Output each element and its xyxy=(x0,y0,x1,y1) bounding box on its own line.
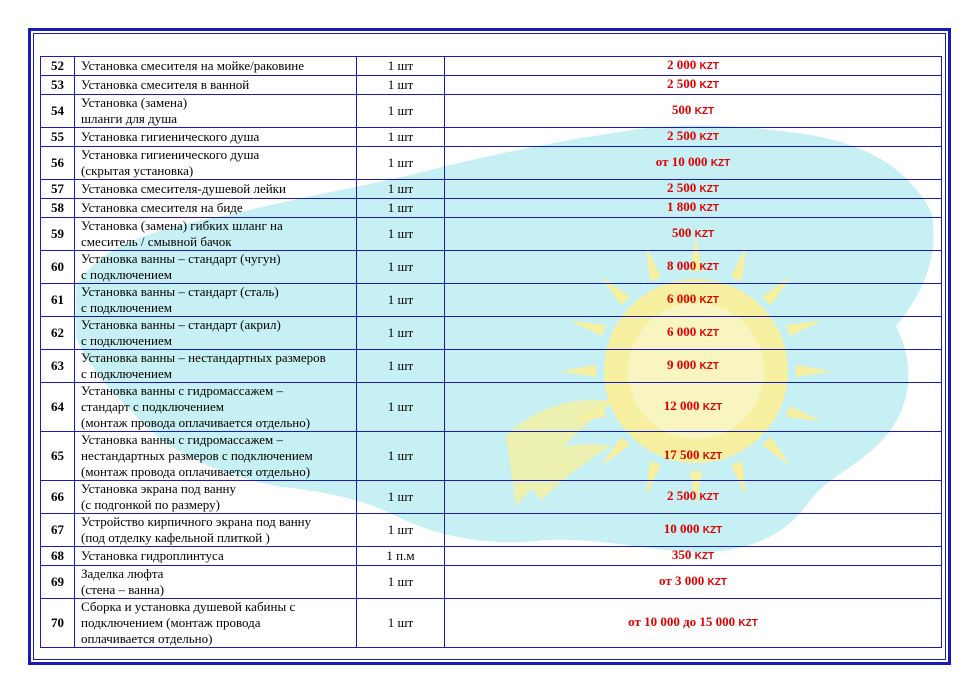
service-description xyxy=(75,350,357,383)
row-number: 55 xyxy=(41,128,75,147)
service-description xyxy=(75,547,357,566)
unit: 1 шт xyxy=(357,350,445,383)
price xyxy=(445,481,942,514)
price xyxy=(445,95,942,128)
service-line: Установка (замена) xyxy=(81,95,188,110)
price-value: 500 xyxy=(671,225,692,240)
unit: 1 шт xyxy=(357,317,445,350)
service-line: (монтаж провода оплачивается отдельно) xyxy=(81,415,311,430)
row-number: 61 xyxy=(41,284,75,317)
currency-label: KZT xyxy=(699,328,719,339)
service-line: Установка ванны – стандарт (чугун) xyxy=(81,251,281,266)
service-description xyxy=(75,180,357,199)
service-line: (монтаж провода оплачивается отдельно) xyxy=(81,464,311,479)
service-description xyxy=(75,383,357,432)
service-line: смеситель / смывной бачок xyxy=(81,234,232,249)
service-line: нестандартных размеров с подключением xyxy=(81,448,313,463)
unit: 1 шт xyxy=(357,128,445,147)
service-description xyxy=(75,76,357,95)
row-number: 67 xyxy=(41,514,75,547)
currency-label: KZT xyxy=(707,577,727,588)
row-number: 58 xyxy=(41,199,75,218)
unit: 1 шт xyxy=(357,599,445,648)
row-number: 65 xyxy=(41,432,75,481)
row-number: 68 xyxy=(41,547,75,566)
service-description xyxy=(75,199,357,218)
service-description xyxy=(75,481,357,514)
currency-label: KZT xyxy=(699,203,719,214)
currency-label: KZT xyxy=(699,132,719,143)
table-row xyxy=(41,383,942,432)
price xyxy=(445,218,942,251)
service-line: с подключением xyxy=(81,267,172,282)
service-line: Установка смесителя на мойке/раковине xyxy=(81,58,305,73)
price-value: 2 500 xyxy=(667,128,697,143)
price xyxy=(445,251,942,284)
table-row xyxy=(41,199,942,218)
price xyxy=(445,180,942,199)
table-row xyxy=(41,599,942,648)
price xyxy=(445,514,942,547)
currency-label: KZT xyxy=(738,618,758,629)
currency-label: KZT xyxy=(699,295,719,306)
row-number: 53 xyxy=(41,76,75,95)
unit: 1 шт xyxy=(357,218,445,251)
price-value: 2 500 xyxy=(667,76,697,91)
price-value: 500 xyxy=(671,102,692,117)
unit: 1 шт xyxy=(357,251,445,284)
price-value: 1 800 xyxy=(667,199,697,214)
unit: 1 шт xyxy=(357,76,445,95)
row-number: 56 xyxy=(41,147,75,180)
table-row xyxy=(41,350,942,383)
price xyxy=(445,76,942,95)
row-number: 57 xyxy=(41,180,75,199)
price xyxy=(445,57,942,76)
service-line: Установка смесителя на биде xyxy=(81,200,243,215)
price xyxy=(445,432,942,481)
service-line: Установка ванны – нестандартных размеров xyxy=(81,350,326,365)
price-value: 8 000 xyxy=(667,258,697,273)
price-value: от 10 000 xyxy=(655,154,708,169)
currency-label: KZT xyxy=(710,158,731,169)
unit: 1 п.м xyxy=(357,547,445,566)
service-line: Установка смесителя в ванной xyxy=(81,77,250,92)
currency-label: KZT xyxy=(694,106,715,117)
service-description xyxy=(75,251,357,284)
table-row xyxy=(41,481,942,514)
table-row xyxy=(41,147,942,180)
currency-label: KZT xyxy=(702,451,723,462)
service-line: с подключением xyxy=(81,333,172,348)
service-line: Установка ванны – стандарт (акрил) xyxy=(81,317,281,332)
table-row xyxy=(41,547,942,566)
unit: 1 шт xyxy=(357,284,445,317)
service-line: Установка экрана под ванну xyxy=(81,481,236,496)
currency-label: KZT xyxy=(699,361,719,372)
table-row xyxy=(41,57,942,76)
row-number: 70 xyxy=(41,599,75,648)
unit: 1 шт xyxy=(357,566,445,599)
price-value: от 10 000 до 15 000 xyxy=(628,614,736,629)
service-line: Установка смесителя-душевой лейки xyxy=(81,181,286,196)
price xyxy=(445,284,942,317)
service-line: (стена – ванна) xyxy=(81,582,165,597)
service-line: (с подгонкой по размеру) xyxy=(81,497,220,512)
service-description xyxy=(75,566,357,599)
price-value: 350 xyxy=(671,547,692,562)
table-row xyxy=(41,180,942,199)
service-line: Заделка люфта xyxy=(81,566,164,581)
row-number: 54 xyxy=(41,95,75,128)
currency-label: KZT xyxy=(699,184,719,195)
table-row xyxy=(41,251,942,284)
currency-label: KZT xyxy=(702,402,723,413)
row-number: 69 xyxy=(41,566,75,599)
unit: 1 шт xyxy=(357,180,445,199)
price-value: 6 000 xyxy=(667,324,697,339)
service-description xyxy=(75,599,357,648)
service-line: шланги для душа xyxy=(81,111,177,126)
price-value: 9 000 xyxy=(667,357,697,372)
service-description xyxy=(75,147,357,180)
row-number: 59 xyxy=(41,218,75,251)
unit: 1 шт xyxy=(357,147,445,180)
service-line: Установка гигиенического душа xyxy=(81,129,260,144)
unit: 1 шт xyxy=(357,432,445,481)
table-row xyxy=(41,514,942,547)
row-number: 52 xyxy=(41,57,75,76)
price xyxy=(445,128,942,147)
service-line: оплачивается отдельно) xyxy=(81,631,213,646)
currency-label: KZT xyxy=(699,262,719,273)
row-number: 62 xyxy=(41,317,75,350)
currency-label: KZT xyxy=(694,229,715,240)
service-line: (под отделку кафельной плиткой ) xyxy=(81,530,270,545)
table-row xyxy=(41,566,942,599)
price xyxy=(445,547,942,566)
service-line: стандарт с подключением xyxy=(81,399,224,414)
unit: 1 шт xyxy=(357,514,445,547)
price-value: 2 000 xyxy=(667,57,697,72)
service-description xyxy=(75,284,357,317)
service-line: Установка гигиенического душа xyxy=(81,147,260,162)
unit: 1 шт xyxy=(357,95,445,128)
price xyxy=(445,599,942,648)
price-value: 6 000 xyxy=(667,291,697,306)
service-description xyxy=(75,432,357,481)
price xyxy=(445,566,942,599)
currency-label: KZT xyxy=(699,61,719,72)
service-line: Установка ванны с гидромассажем – xyxy=(81,432,284,447)
service-line: Установка гидроплинтуса xyxy=(81,548,224,563)
table-row xyxy=(41,76,942,95)
service-description xyxy=(75,95,357,128)
currency-label: KZT xyxy=(694,551,715,562)
price-value: 2 500 xyxy=(667,488,697,503)
unit: 1 шт xyxy=(357,199,445,218)
currency-label: KZT xyxy=(702,525,723,536)
row-number: 66 xyxy=(41,481,75,514)
service-line: с подключением xyxy=(81,366,172,381)
unit: 1 шт xyxy=(357,57,445,76)
price-value: 17 500 xyxy=(663,447,700,462)
unit: 1 шт xyxy=(357,481,445,514)
table-row xyxy=(41,95,942,128)
service-description xyxy=(75,317,357,350)
currency-label: KZT xyxy=(699,80,719,91)
table-row xyxy=(41,218,942,251)
price xyxy=(445,383,942,432)
table-row xyxy=(41,284,942,317)
row-number: 63 xyxy=(41,350,75,383)
service-line: подключением (монтаж провода xyxy=(81,615,261,630)
price-value: 2 500 xyxy=(667,180,697,195)
service-description xyxy=(75,514,357,547)
table-row xyxy=(41,432,942,481)
table-row xyxy=(41,317,942,350)
price xyxy=(445,350,942,383)
currency-label: KZT xyxy=(699,492,719,503)
price-value: 10 000 xyxy=(663,521,700,536)
service-line: с подключением xyxy=(81,300,172,315)
unit: 1 шт xyxy=(357,383,445,432)
table-row xyxy=(41,128,942,147)
price-value: от 3 000 xyxy=(659,573,705,588)
service-description xyxy=(75,128,357,147)
price xyxy=(445,199,942,218)
service-description xyxy=(75,218,357,251)
service-line: Устройство кирпичного экрана под ванну xyxy=(81,514,312,529)
price-value: 12 000 xyxy=(663,398,700,413)
row-number: 60 xyxy=(41,251,75,284)
service-line: Установка ванны – стандарт (сталь) xyxy=(81,284,279,299)
row-number: 64 xyxy=(41,383,75,432)
service-line: Установка ванны с гидромассажем – xyxy=(81,383,284,398)
price xyxy=(445,147,942,180)
price xyxy=(445,317,942,350)
service-line: (скрытая установка) xyxy=(81,163,194,178)
service-line: Установка (замена) гибких шланг на xyxy=(81,218,283,233)
price-table xyxy=(40,56,942,648)
service-line: Сборка и установка душевой кабины с xyxy=(81,599,296,614)
service-description xyxy=(75,57,357,76)
